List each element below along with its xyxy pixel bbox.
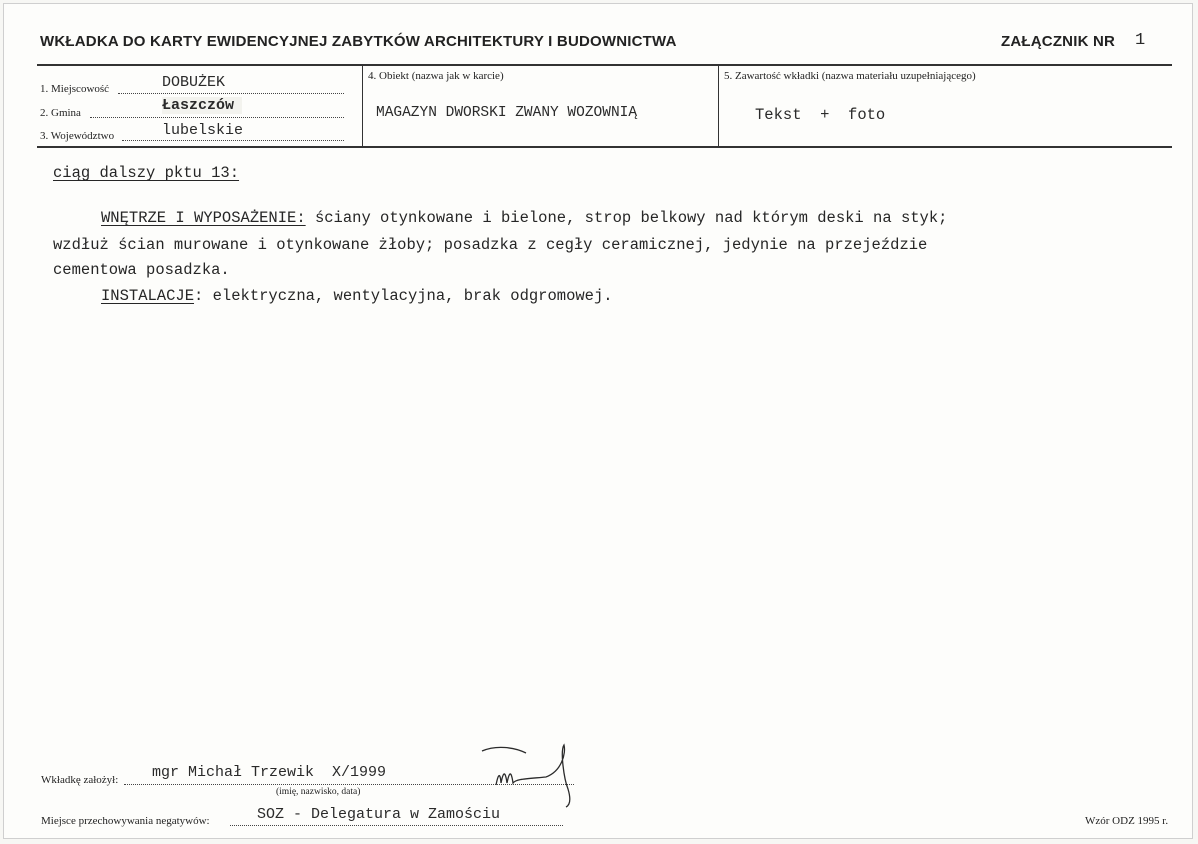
section1-first-line xyxy=(101,209,947,227)
miejscowosc-label: 1. Miejscowość xyxy=(40,83,110,95)
zawartosc-value: Tekst + foto xyxy=(755,106,886,124)
section1-line1: ściany otynkowane i bielone, strop belkowy nad którym deski na styk; xyxy=(305,209,948,227)
storage-value: SOZ - Delegatura w Zamościu xyxy=(254,806,503,823)
top-rule xyxy=(37,64,1172,66)
storage-dots xyxy=(230,825,563,826)
section2-heading: INSTALACJE xyxy=(101,287,195,305)
continuation-heading: ciąg dalszy pktu 13: xyxy=(53,164,240,182)
signature xyxy=(474,739,584,809)
form-sheet xyxy=(3,3,1193,839)
author-label: Wkładkę założył: xyxy=(41,774,119,786)
obiekt-label: 4. Obiekt (nazwa jak w karcie) xyxy=(368,70,504,82)
section1-line2: wzdłuż ścian murowane i otynkowane żłoby; posadzka z cegły ceramicznej, jedynie na przejeździe xyxy=(53,236,928,254)
section2-line xyxy=(101,287,613,305)
gmina-value: Łaszczów xyxy=(162,97,242,114)
annex-label: ZAŁĄCZNIK NR xyxy=(1001,33,1116,50)
form-title: WKŁADKA DO KARTY EWIDENCYJNEJ ZABYTKÓW ARCHITEKTURY I BUDOWNICTWA xyxy=(40,33,677,50)
author-caption: (imię, nazwisko, data) xyxy=(276,787,361,797)
bottom-rule xyxy=(37,146,1172,148)
column-divider-2 xyxy=(718,65,719,147)
miejscowosc-value: DOBUŻEK xyxy=(162,74,226,91)
section2-text: : elektryczna, wentylacyjna, brak odgromowej. xyxy=(194,287,613,305)
storage-label: Miejsce przechowywania negatywów: xyxy=(41,815,210,827)
wojewodztwo-value: lubelskie xyxy=(162,122,244,139)
zawartosc-label: 5. Zawartość wkładki (nazwa materiału uzupełniającego) xyxy=(724,70,976,82)
column-divider-1 xyxy=(362,65,363,147)
wojewodztwo-label: 3. Województwo xyxy=(40,130,115,142)
miejscowosc-dots xyxy=(118,93,344,94)
wojewodztwo-dots xyxy=(122,140,344,141)
obiekt-value: MAGAZYN DWORSKI ZWANY WOZOWNIĄ xyxy=(376,105,638,121)
author-value: mgr Michał Trzewik X/1999 xyxy=(152,764,390,781)
form-model: Wzór ODZ 1995 r. xyxy=(1085,815,1169,827)
gmina-label: 2. Gmina xyxy=(40,107,81,119)
annex-number: 1 xyxy=(1135,31,1146,50)
section1-heading: WNĘTRZE I WYPOSAŻENIE: xyxy=(101,209,306,227)
section1-line3: cementowa posadzka. xyxy=(53,261,230,279)
gmina-dots xyxy=(90,117,344,118)
